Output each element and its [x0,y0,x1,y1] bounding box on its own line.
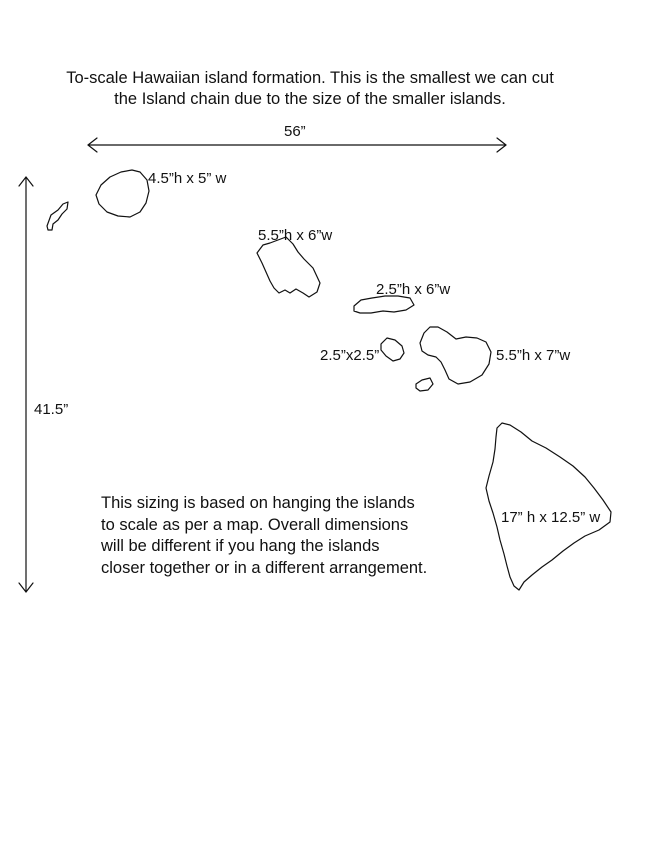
kauai-island [96,170,149,217]
lanai-island [381,338,404,361]
oahu-island [257,237,320,297]
width-dimension-label: 56” [284,123,306,140]
sizing-note [101,493,461,579]
kauai-label: 4.5”h x 5” w [148,170,227,187]
oahu-label: 5.5”h x 6”w [258,227,333,244]
note-line-4: closer together or in a different arrangement. [101,558,428,577]
height-arrow [19,177,33,592]
note-line-1: This sizing is based on hanging the islands [101,494,415,512]
molokai-label: 2.5”h x 6”w [376,281,451,298]
hawaii-label: 17” h x 12.5” w [501,509,601,526]
maui-island [420,327,491,384]
note-line-3: will be different if you hang the islands [101,537,380,555]
height-dimension-label: 41.5” [34,401,69,418]
title-line-1: To-scale Hawaiian island formation. This is the smallest we can cut [66,69,554,87]
title-line-2: the Island chain due to the size of the smaller islands. [114,90,506,108]
maui-label: 5.5”h x 7”w [496,347,571,364]
hawaii-island [486,423,611,590]
lanai-label: 2.5”x2.5” [320,347,380,364]
note-line-2: to scale as per a map. Overall dimensions [101,515,409,534]
niihau-island [47,202,68,230]
kahoolawe-island [416,378,433,391]
